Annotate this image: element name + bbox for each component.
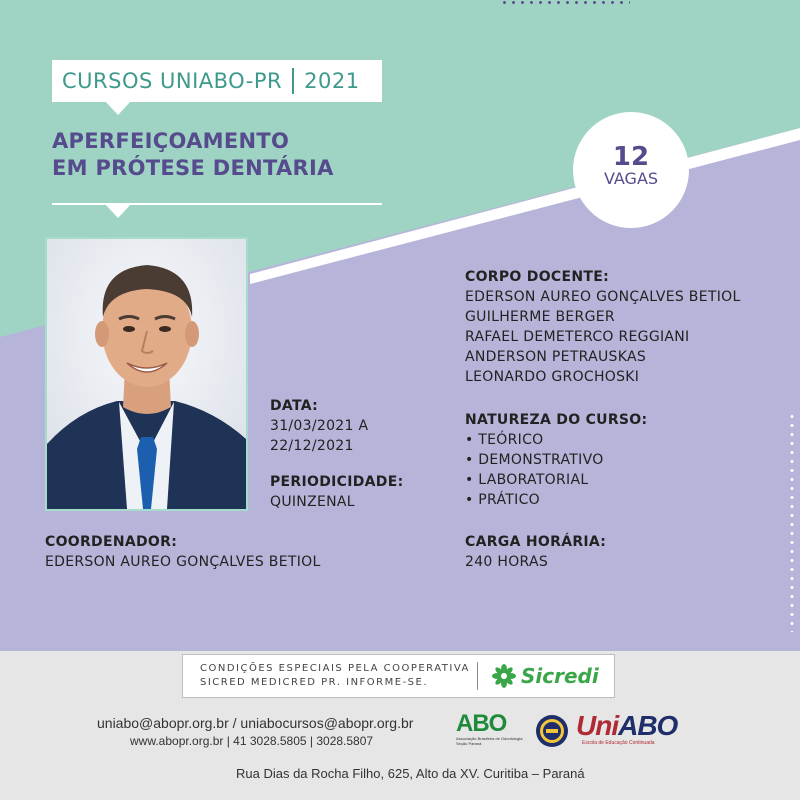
divider [477, 662, 478, 690]
coordinator-photo [45, 237, 248, 511]
dotted-ornament [500, 0, 630, 5]
uniabo-logo-text [576, 712, 706, 740]
vacancies-count: 12 [612, 142, 650, 172]
uniabo-abo: ABO [618, 710, 678, 741]
date-label: DATA: [270, 398, 319, 414]
course-nature-item: • DEMONSTRATIVO [465, 452, 604, 468]
workload-label: CARGA HORÁRIA: [465, 534, 607, 550]
abo-logo-subtitle-line1: Associação Brasileira de Odontologia [456, 736, 523, 741]
coordinator-name: EDERSON AUREO GONÇALVES BETIOL [45, 554, 321, 570]
title-underline [52, 203, 382, 205]
periodicity-label: PERIODICIDADE: [270, 474, 404, 490]
sicredi-logo [492, 664, 599, 688]
course-nature-item: • LABORATORIAL [465, 472, 589, 488]
vacancies-label: VAGAS [603, 169, 659, 188]
sponsor-banner [182, 654, 615, 698]
course-year: 2021 [304, 69, 360, 93]
course-nature-block [465, 410, 647, 510]
sicredi-flower-icon [492, 664, 516, 688]
periodicity-value: QUINZENAL [270, 494, 355, 510]
contact-emails[interactable]: uniabo@abopr.org.br / uniabocursos@abopr.org.br [97, 715, 414, 731]
uniabo-logo [576, 712, 706, 752]
abo-logo-subtitle-line2: Seção Paraná [456, 741, 482, 746]
sicredi-name: Sicredi [521, 664, 599, 688]
course-title [52, 128, 334, 182]
course-series-label [52, 60, 382, 102]
workload-block [465, 532, 606, 572]
contact-info[interactable]: www.abopr.org.br | 41 3028.5805 | 3028.5807 [130, 734, 374, 748]
faculty-member: EDERSON AUREO GONÇALVES BETIOL [465, 289, 741, 305]
faculty-label: CORPO DOCENTE: [465, 269, 609, 285]
course-nature-label: NATUREZA DO CURSO: [465, 412, 648, 428]
divider [292, 68, 294, 94]
course-title-line2: EM PRÓTESE DENTÁRIA [52, 156, 334, 180]
pointer-triangle [105, 101, 131, 115]
portrait-icon [47, 239, 246, 509]
faculty-member: ANDERSON PETRAUSKAS [465, 349, 647, 365]
faculty-block [465, 267, 741, 387]
faculty-member: GUILHERME BERGER [465, 309, 615, 325]
coordinator-label: COORDENADOR: [45, 534, 178, 550]
address: Rua Dias da Rocha Filho, 625, Alto da XV. Curitiba – Paraná [236, 766, 585, 781]
uniabo-logo-subtitle: Escola de Educação Continuada [582, 740, 655, 746]
date-start: 31/03/2021 A [270, 418, 369, 434]
schedule-block [270, 396, 403, 512]
vacancies-badge [573, 112, 689, 228]
dotted-ornament-side [788, 412, 796, 632]
sponsor-text-line2: SICRED MEDICRED PR. INFORME-SE. [200, 677, 429, 688]
abo-logo-text: ABO [456, 710, 507, 737]
workload-value: 240 HORAS [465, 554, 549, 570]
pointer-triangle [105, 204, 131, 218]
course-nature-item: • TEÓRICO [465, 432, 544, 448]
uniabo-uni: Uni [576, 710, 619, 741]
sponsor-text [183, 662, 477, 690]
date-end: 22/12/2021 [270, 438, 354, 454]
course-title-line1: APERFEIÇOAMENTO [52, 129, 290, 153]
faculty-member: RAFAEL DEMETERCO REGGIANI [465, 329, 690, 345]
faculty-member: LEONARDO GROCHOSKI [465, 369, 640, 385]
sponsor-text-line1: CONDIÇÕES ESPECIAIS PELA COOPERATIVA [200, 663, 470, 674]
course-series: CURSOS UNIABO-PR [62, 69, 283, 93]
abo-seal-icon [535, 714, 569, 748]
abo-logo [456, 712, 530, 752]
course-nature-item: • PRÁTICO [465, 492, 540, 508]
coordinator-block [45, 532, 321, 572]
